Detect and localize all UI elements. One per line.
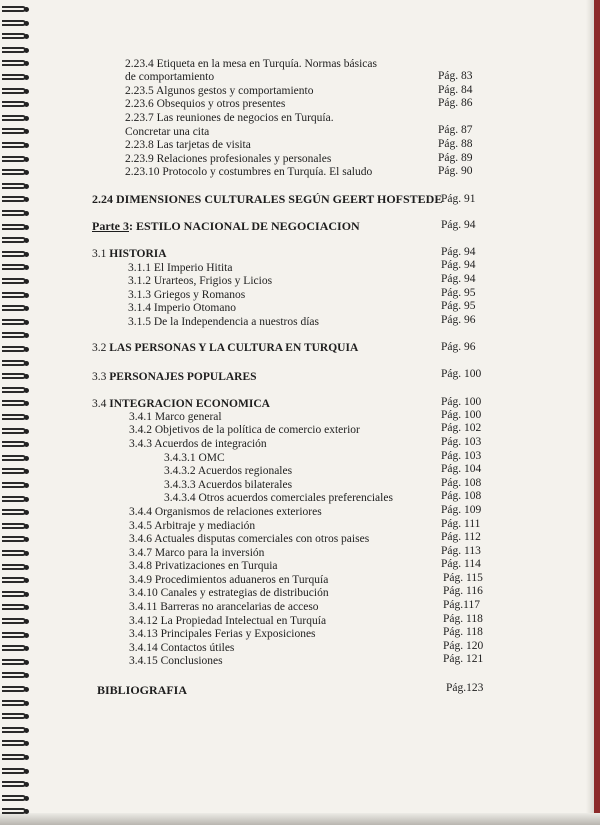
toc-heading [92, 371, 257, 384]
section-number: 3.4 [92, 398, 110, 410]
toc-heading-page: Pág.123 [446, 682, 484, 694]
toc-heading-page: Pág. 100 [441, 396, 482, 408]
toc-entry-page: Pág. 116 [443, 585, 483, 597]
toc-heading [92, 248, 167, 261]
toc-entry-text: 3.1.1 El Imperio Hitita [128, 262, 233, 274]
toc-entry-text: 3.4.13 Principales Ferias y Exposiciones [129, 628, 316, 640]
toc-entry-text: 2.23.6 Obsequios y otros presentes [125, 98, 286, 110]
part-title: : ESTILO NACIONAL DE NEGOCIACION [128, 219, 360, 233]
toc-entry-page: Pág. 88 [438, 138, 473, 150]
toc-entry-page: Pág. 118 [443, 626, 483, 638]
toc-entry-page: Pág. 90 [438, 165, 473, 177]
toc-entry-text: 2.23.8 Las tarjetas de visita [125, 139, 251, 151]
toc-entry-page: Pág. 94 [441, 259, 476, 271]
toc-entry-text: 3.4.3.4 Otros acuerdos comerciales preferenciales [164, 492, 393, 504]
toc-heading-page: Pág. 91 [441, 193, 476, 205]
toc-entry-text: 3.4.4 Organismos de relaciones exteriores [129, 506, 322, 518]
toc-entry-page: Pág. 86 [438, 97, 473, 109]
section-title: LAS PERSONAS Y LA CULTURA EN TURQUIA [109, 342, 359, 354]
toc-entry-text: 2.23.7 Las reuniones de negocios en Turquía. [125, 112, 334, 124]
toc-entry-text: 3.1.2 Urarteos, Frigios y Licios [128, 275, 273, 287]
toc-entry-page: Pág. 108 [441, 490, 482, 502]
toc-heading-page: Pág. 94 [441, 246, 476, 258]
toc-entry-page: Pág. 109 [441, 504, 482, 516]
part-label: Parte 3 [92, 219, 129, 233]
section-title: INTEGRACION ECONOMICA [109, 398, 270, 410]
toc-entry-text: 3.1.3 Griegos y Romanos [128, 289, 246, 301]
toc-heading: 2.24 DIMENSIONES CULTURALES SEGÚN GEERT HOFSTEDE [92, 192, 443, 206]
toc-entry-text: 3.4.3.3 Acuerdos bilaterales [164, 479, 293, 491]
toc-entry-page: Pág. 111 [441, 518, 481, 530]
toc-entry-page: Pág. 103 [441, 450, 482, 462]
section-number: 3.1 [92, 248, 110, 260]
toc-entry-text: 3.4.10 Canales y estrategias de distribución [129, 587, 329, 599]
toc-entry-text: 3.4.12 La Propiedad Intelectual en Turquía [129, 615, 327, 627]
toc-entry-page: Pág. 102 [441, 422, 482, 434]
toc-entry-text: 2.23.10 Protocolo y costumbres en Turquía. El saludo [125, 166, 373, 178]
toc-entry-text: 3.4.9 Procedimientos aduaneros en Turquía [129, 574, 329, 586]
toc-entry-text: Concretar una cita [125, 126, 210, 138]
toc-entry-page: Pág. 83 [438, 70, 473, 82]
toc-entry-text: 3.4.5 Arbitraje y mediación [129, 520, 256, 532]
toc-entry-text: 2.23.5 Algunos gestos y comportamiento [125, 85, 314, 97]
toc-entry-text: 3.4.6 Actuales disputas comerciales con otros paises [129, 533, 370, 545]
toc-entry-text: 3.4.1 Marco general [129, 411, 222, 423]
toc-entry-page: Pág. 94 [441, 273, 476, 285]
toc-entry-page: Pág. 100 [441, 409, 482, 421]
toc-entry-page: Pág. 87 [438, 124, 473, 136]
toc-entry-page: Pág. 112 [441, 531, 481, 543]
toc-entry-text: 3.4.3 Acuerdos de integración [129, 438, 267, 450]
toc-entry-page: Pág. 103 [441, 436, 482, 448]
toc-heading-page: Pág. 94 [441, 219, 476, 231]
toc-heading-page: Pág. 100 [441, 368, 482, 380]
toc-entry-page: Pág. 113 [441, 545, 481, 557]
toc-heading [92, 342, 358, 355]
toc-entry-page: Pág. 108 [441, 477, 482, 489]
section-title: HISTORIA [109, 248, 167, 260]
toc-entry-text: 3.1.5 De la Independencia a nuestros días [128, 316, 319, 328]
toc-entry-page: Pág. 104 [441, 463, 482, 475]
toc-entry-text: de comportamiento [125, 71, 215, 83]
toc-heading [92, 398, 270, 411]
toc-entry-page: Pág. 96 [441, 314, 476, 326]
toc-entry-text: 3.4.14 Contactos útiles [129, 642, 235, 654]
toc-entry-page: Pág. 115 [443, 572, 483, 584]
toc-entry-text: 3.1.4 Imperio Otomano [128, 302, 236, 314]
toc-entry-text: 3.4.3.2 Acuerdos regionales [164, 465, 293, 477]
toc-entry-page: Pág. 95 [441, 287, 476, 299]
section-number: 3.3 [92, 371, 110, 383]
toc-entry-text: 3.4.7 Marco para la inversión [129, 547, 265, 559]
toc-part-heading [92, 220, 360, 233]
toc-entry-text: 3.4.2 Objetivos de la política de comercio exterior [129, 424, 360, 436]
toc-entry-text: 3.4.8 Privatizaciones en Turquia [129, 560, 278, 572]
toc-entry-text: 3.4.11 Barreras no arancelarias de acceso [129, 601, 319, 613]
section-number: 3.2 [92, 342, 110, 354]
toc-entry-page: Pág. 118 [443, 613, 483, 625]
toc-entry-page: Pág. 89 [438, 152, 473, 164]
toc-entry-page: Pág. 95 [441, 300, 476, 312]
toc-heading-page: Pág. 96 [441, 341, 476, 353]
section-title: PERSONAJES POPULARES [109, 371, 257, 383]
toc-heading: BIBLIOGRAFIA [97, 683, 188, 697]
toc-entry-page: Pág.117 [443, 599, 480, 611]
toc-entry-text: 2.23.4 Etiqueta en la mesa en Turquía. Normas básicas [125, 58, 377, 70]
toc-entry-page: Pág. 84 [438, 84, 473, 96]
toc-entry-page: Pág. 121 [443, 653, 484, 665]
toc-entry-text: 3.4.3.1 OMC [164, 452, 225, 464]
toc-entry-text: 3.4.15 Conclusiones [129, 655, 223, 667]
toc-entry-page: Pág. 114 [441, 558, 481, 570]
toc-entry-page: Pág. 120 [443, 640, 484, 652]
toc-entry-text: 2.23.9 Relaciones profesionales y personales [125, 153, 332, 165]
